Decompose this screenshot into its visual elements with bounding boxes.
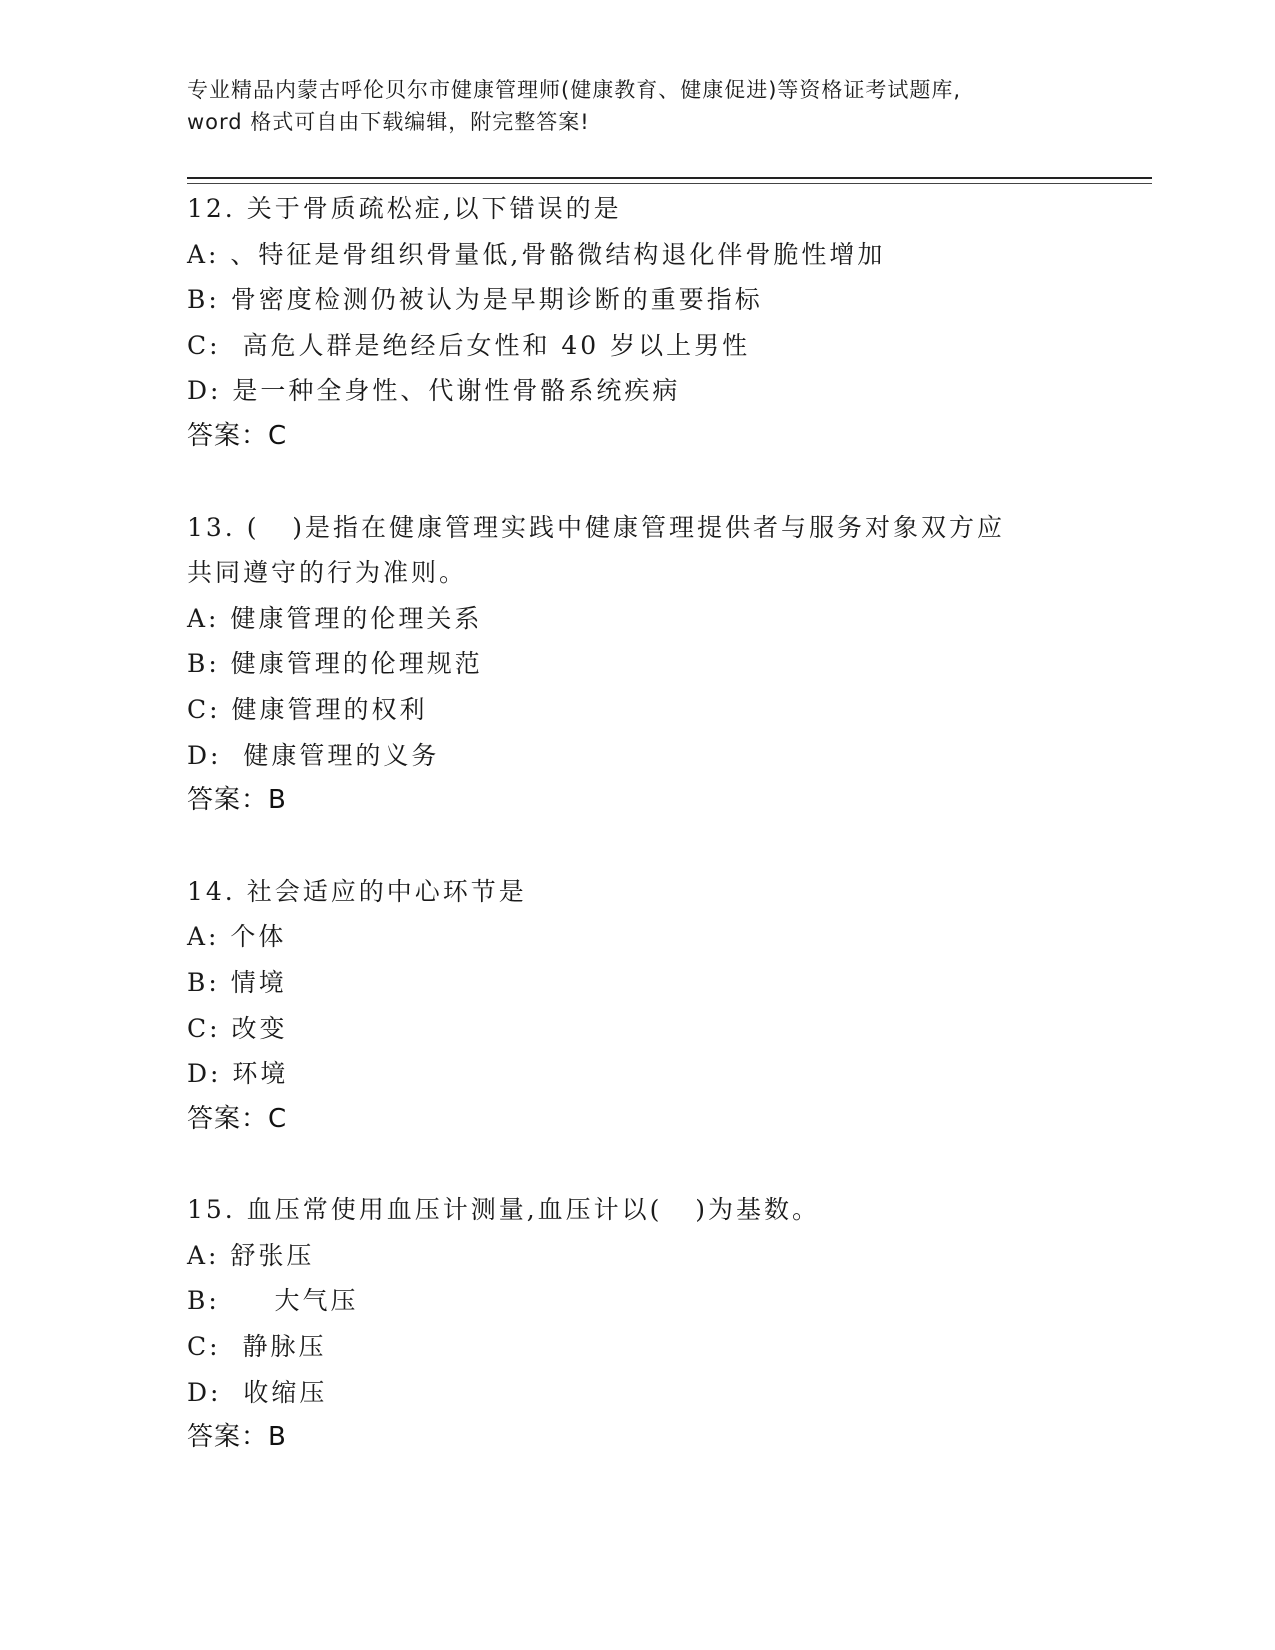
option-d: D: 健康管理的义务	[187, 740, 440, 770]
question-13	[187, 505, 1147, 824]
question-stem: 12. 关于骨质疏松症,以下错误的是	[187, 194, 622, 223]
question-12	[187, 186, 1147, 460]
option-b: B: 健康管理的伦理规范	[187, 649, 483, 679]
question-stem: 15. 血压常使用血压计测量,血压计以( )为基数。	[187, 1195, 821, 1225]
answer-text: 答案：B	[187, 785, 287, 816]
header-rule-thick	[187, 177, 1152, 179]
document-header	[187, 74, 1087, 138]
answer-text: 答案：C	[187, 1103, 288, 1134]
header-line-2: word 格式可自由下载编辑，附完整答案!	[187, 110, 590, 134]
answer-text: 答案：C	[187, 420, 288, 451]
option-c: C: 高危人群是绝经后女性和 40 岁以上男性	[187, 330, 751, 360]
option-c: C: 静脉压	[187, 1332, 327, 1362]
question-stem: 13. ( )是指在健康管理实践中健康管理提供者与服务对象双方应	[187, 512, 1006, 542]
option-d: D: 收缩压	[187, 1377, 328, 1407]
question-14	[187, 869, 1147, 1143]
option-a: A: 、特征是骨组织骨量低,骨骼微结构退化伴骨脆性增加	[187, 239, 886, 269]
question-stem-continued: 共同遵守的行为准则。	[187, 558, 468, 588]
option-c: C: 改变	[187, 1013, 288, 1043]
answer-text: 答案：B	[187, 1422, 287, 1453]
question-stem: 14. 社会适应的中心环节是	[187, 876, 527, 906]
option-d: D: 是一种全身性、代谢性骨骼系统疾病	[187, 376, 681, 406]
option-b: B: 骨密度检测仍被认为是早期诊断的重要指标	[187, 285, 763, 315]
option-b: B: 情境	[187, 967, 287, 997]
option-c: C: 健康管理的权利	[187, 694, 428, 724]
option-a: A: 健康管理的伦理关系	[187, 603, 483, 633]
option-a: A: 个体	[187, 922, 287, 952]
header-line-1: 专业精品内蒙古呼伦贝尔市健康管理师(健康教育、健康促进)等资格证考试题库,	[187, 78, 962, 102]
option-d: D: 环境	[187, 1059, 289, 1089]
question-15	[187, 1187, 1147, 1461]
option-a: A: 舒张压	[187, 1240, 315, 1270]
header-rule-thin	[187, 183, 1152, 184]
question-list	[187, 186, 1147, 1506]
option-b: B: 大气压	[187, 1286, 359, 1316]
